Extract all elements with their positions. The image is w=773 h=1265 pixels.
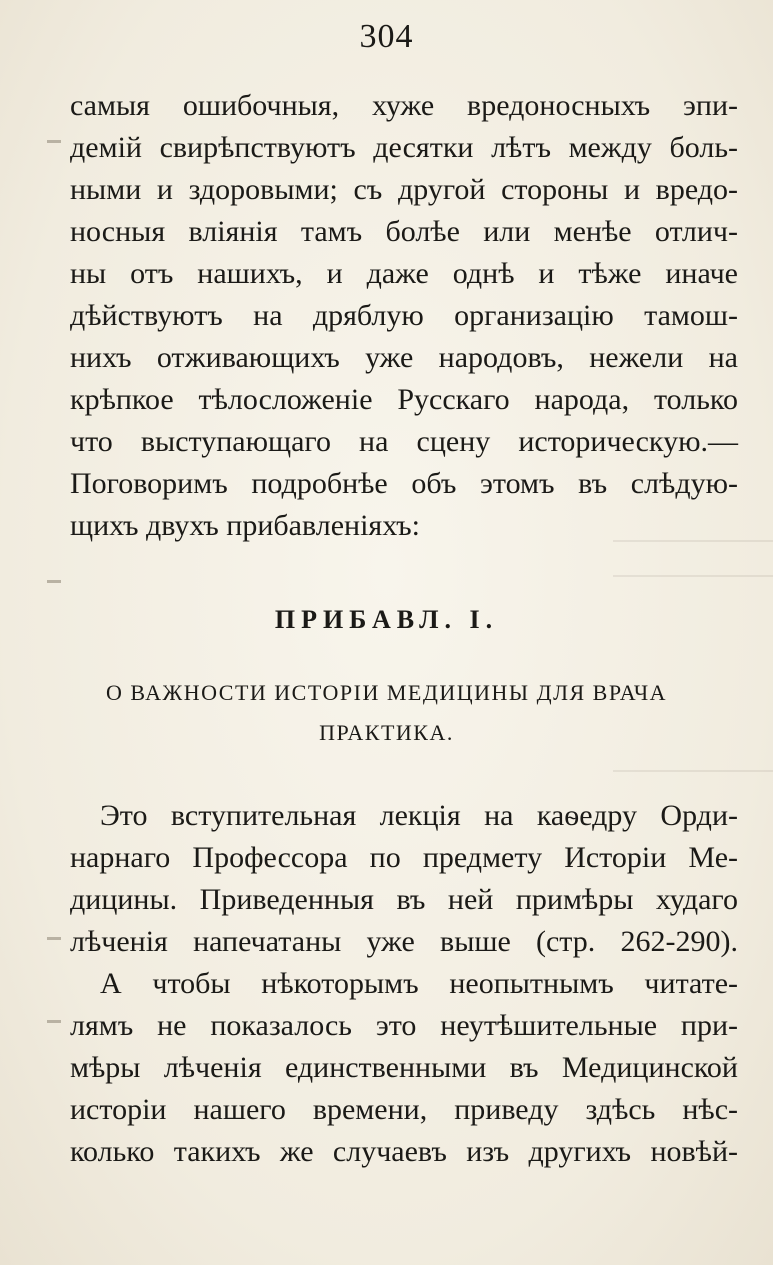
text-line: колько такихъ же случаевъ изъ другихъ новѣй- bbox=[70, 1135, 738, 1168]
show-through-line bbox=[613, 540, 773, 542]
text-line: дицины. Приведенныя въ ней примѣры худаго bbox=[70, 883, 738, 916]
text-line: нихъ отживающихъ уже народовъ, нежели на bbox=[70, 341, 738, 374]
appendix-title-line: ПРАКТИКА. bbox=[319, 720, 454, 745]
body-paragraph-2 bbox=[70, 795, 738, 1173]
margin-mark bbox=[47, 1020, 61, 1023]
text-line: мѣры лѣченія единственными въ Медицинской bbox=[70, 1051, 738, 1084]
margin-mark bbox=[47, 580, 61, 583]
appendix-heading: ПРИБАВЛ. I. bbox=[274, 605, 499, 634]
appendix-title-line: О ВАЖНОСТИ ИСТОРІИ МЕДИЦИНЫ ДЛЯ ВРАЧА bbox=[105, 680, 668, 705]
text-line: ными и здоровыми; съ другой стороны и вредо- bbox=[70, 173, 738, 206]
page-number: 304 bbox=[359, 18, 414, 55]
text-line: самыя ошибочныя, хуже вредоносныхъ эпи- bbox=[70, 89, 738, 122]
show-through-line bbox=[613, 770, 773, 772]
text-line: лѣченія напечатаны уже выше (стр. 262-290). bbox=[70, 925, 738, 958]
text-line: лямъ не показалось это неутѣшительные при- bbox=[70, 1009, 738, 1042]
text-line: демій свирѣпствуютъ десятки лѣтъ между боль- bbox=[70, 131, 738, 164]
show-through-line bbox=[613, 575, 773, 577]
text-line: носныя вліянія тамъ болѣе или менѣе отлич- bbox=[70, 215, 738, 248]
text-line: крѣпкое тѣлосложеніе Русскаго народа, только bbox=[70, 383, 738, 416]
text-line: Это вступительная лекція на каѳедру Орди- bbox=[100, 799, 738, 832]
margin-mark bbox=[47, 937, 61, 940]
body-paragraph-1 bbox=[70, 85, 738, 547]
text-line: исторіи нашего времени, приведу здѣсь нѣс- bbox=[70, 1093, 738, 1126]
text-line: что выступающаго на сцену историческую.— bbox=[70, 425, 738, 458]
text-line: А чтобы нѣкоторымъ неопытнымъ читате- bbox=[100, 967, 738, 1000]
margin-mark bbox=[47, 140, 61, 143]
text-line: Поговоримъ подробнѣе объ этомъ въ слѣдую- bbox=[70, 467, 738, 500]
text-line: щихъ двухъ прибавленіяхъ: bbox=[70, 509, 420, 542]
text-line: нарнаго Профессора по предмету Исторіи Ме- bbox=[70, 841, 738, 874]
text-line: дѣйствуютъ на дряблую организацію тамош- bbox=[70, 299, 738, 332]
text-line: ны отъ нашихъ, и даже однѣ и тѣже иначе bbox=[70, 257, 738, 290]
